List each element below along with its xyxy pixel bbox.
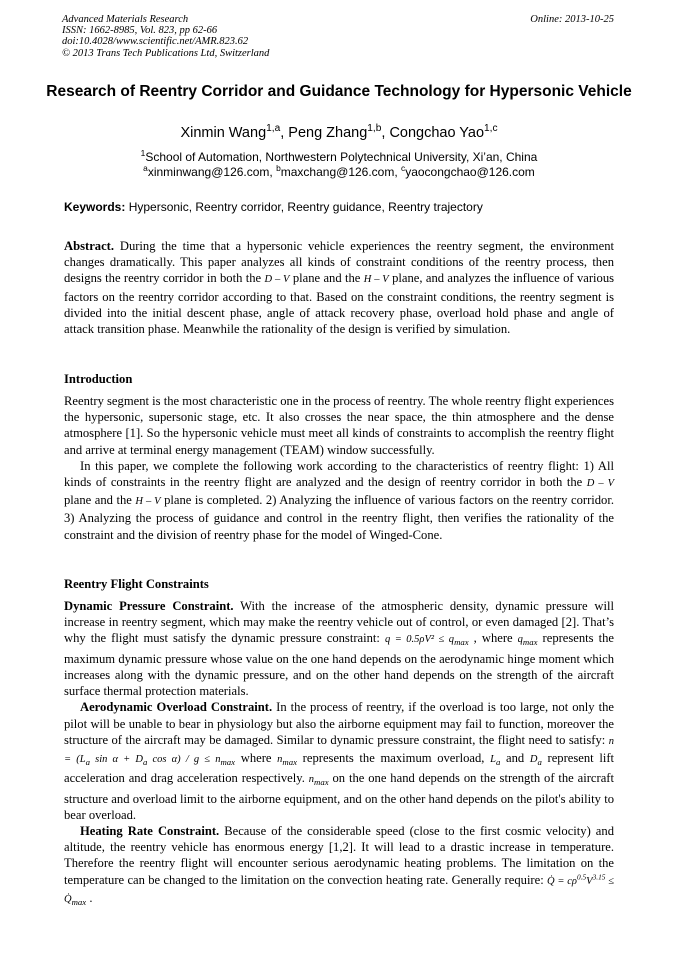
abstract-text: plane and the <box>289 271 364 286</box>
math-sub: a <box>143 757 148 768</box>
math-nmax <box>277 753 297 768</box>
heating-rate-label: Heating Rate Constraint. <box>80 823 220 838</box>
author-list <box>40 124 638 142</box>
paragraph-text: on the one hand depends on the strength of the aircraft structure and overload limit to the airborne equipment, and on the other hand depends on the pilot's ability to bear overload. <box>64 771 615 822</box>
email-link[interactable]: yaocongchao@126.com <box>405 165 535 179</box>
math-sub: max <box>71 896 87 907</box>
constraints-body <box>64 598 614 910</box>
math-hv: H – V <box>135 496 161 508</box>
intro-text: plane and the <box>64 493 136 508</box>
author-sup: 1,a <box>266 123 281 135</box>
math-nmax <box>308 774 329 788</box>
math-sub: a <box>85 757 90 768</box>
affiliation-text: School of Automation, Northwestern Polytechnical University, Xi’an, China <box>145 150 538 164</box>
affiliation-line <box>40 150 638 165</box>
abstract-text: plane, and analyzes the influence of various factors on the reentry corridor according to that. Based on the constraint conditions, the reentry segment is divided into the initial descent phase, angle of attack recovery phase, overload hold phase and angle of attack transition phase. Meanwhile the rationality of the design is verified by simulation. <box>64 271 615 337</box>
abstract <box>64 238 614 337</box>
author-name: Peng Zhang <box>288 125 368 141</box>
math-text: n = (L <box>64 735 614 765</box>
introduction-body <box>64 393 614 543</box>
math-text: ≤ Q̇ <box>64 875 614 905</box>
math-dv: D – V <box>264 274 290 286</box>
math-sub: max <box>522 637 538 648</box>
math-sup: 3.15 <box>592 872 606 882</box>
journal-name: Advanced Materials Research <box>62 14 189 25</box>
author-name: Congchao Yao <box>389 125 485 141</box>
math-qmax <box>517 634 538 648</box>
math-text: L <box>490 753 496 765</box>
aerodynamic-overload-paragraph <box>64 699 614 823</box>
email-sup: a <box>143 163 148 173</box>
math-text: Q̇ = cρ <box>547 875 577 887</box>
math-text: D <box>529 753 538 765</box>
online-date: Online: 2013-10-25 <box>530 14 614 25</box>
paragraph-text: represents the maximum overload, <box>297 750 491 765</box>
dynamic-pressure-paragraph <box>64 598 614 699</box>
abstract-text: During the time that a hypersonic vehicle experiences the reentry segment, the environment changes dramatically. This paper analyzes all kinds of constraint conditions of the reentry process, then designs the reentry corridor in both the <box>64 239 614 286</box>
email-sup: c <box>401 163 406 173</box>
issn-line: ISSN: 1662-8985, Vol. 823, pp 62-66 <box>62 25 218 37</box>
author-sup: 1,b <box>367 123 382 135</box>
abstract-label: Abstract. <box>64 239 115 253</box>
math-la <box>490 753 501 768</box>
paragraph-text: and <box>500 750 530 765</box>
math-dynamic-pressure <box>384 634 469 648</box>
paragraph-text: represents the maximum dynamic pressure whose value on the one hand depends on the aerodynamic hinge moment which increases along with the dynamic pressure, and on the other hand depends on the strength of the aircraft surface thermal protection materials. <box>64 631 615 699</box>
math-sub: max <box>282 757 297 768</box>
intro-paragraph-2 <box>64 458 614 543</box>
email-link[interactable]: maxchang@126.com, <box>280 165 402 179</box>
section-heading-constraints: Reentry Flight Constraints <box>64 577 209 591</box>
affiliation <box>40 150 638 180</box>
author-name: Xinmin Wang <box>180 125 267 141</box>
author-sup: 1,c <box>484 123 498 135</box>
math-text: cos α) / g ≤ n <box>147 753 221 765</box>
author-separator: , <box>381 125 390 141</box>
keywords-text: Hypersonic, Reentry corridor, Reentry guidance, Reentry trajectory <box>125 200 483 214</box>
aerodynamic-overload-label: Aerodynamic Overload Constraint. <box>80 700 273 715</box>
email-link[interactable]: xinminwang@126.com, <box>147 165 277 179</box>
paper-title: Research of Reentry Corridor and Guidance Technology for Hypersonic Vehicle <box>46 83 632 100</box>
intro-paragraph-1: Reentry segment is the most characteristic one in the process of reentry. The whole reentry flight experiences the hypersonic, supersonic stage, etc. It also crosses the near space, the thin atmosphere and the dense atmosphere [1]. So the hypersonic vehicle must meet all kinds of constraints to accomplish the reentry flight and arrive at terminal energy management (TEAM) window successfully. <box>64 394 614 457</box>
math-sub: a <box>537 757 542 768</box>
dynamic-pressure-label: Dynamic Pressure Constraint. <box>64 599 234 613</box>
math-sub: max <box>454 637 469 648</box>
math-da <box>529 753 542 768</box>
journal-header <box>62 14 269 59</box>
paragraph-text: , where <box>468 631 518 646</box>
intro-text: In this paper, we complete the following work according to the characteristics of reentry flight: 1) All kinds of constraints in the reentry flight are analyzed and the design of reentry corridor in both the <box>64 458 614 490</box>
affiliation-sup: 1 <box>140 148 146 158</box>
email-sup: b <box>276 163 281 173</box>
math-text: q <box>517 634 523 646</box>
math-sup: 0.5 <box>576 872 587 882</box>
paragraph-text: With the increase of the atmospheric density, dynamic pressure will increase in reentry segment, which may make the reentry vehicle out of control, or even damaged [2]. That’s why the flight must satisfy the dynamic pressure constraint: <box>64 599 614 646</box>
math-text: V <box>586 875 593 887</box>
math-text: q = 0.5ρV² ≤ q <box>384 634 455 646</box>
math-sub: max <box>314 777 329 788</box>
paragraph-text: In the process of reentry, if the overload is too large, not only the pilot will be unable to bear in physiology but also the airborne equipment may fail to function, moreover the structure of the aircraft may be damaged. Similar to dynamic pressure constraint, the flight need to satisfy: <box>64 700 614 747</box>
heating-rate-paragraph <box>64 823 614 910</box>
math-sub: a <box>495 757 501 768</box>
abstract-paragraph <box>64 238 614 337</box>
math-text: sin α + D <box>89 753 143 765</box>
copyright-line: © 2013 Trans Tech Publications Ltd, Switzerland <box>62 47 270 59</box>
keywords-label: Keywords: <box>64 200 126 214</box>
doi-line: doi:10.4028/www.scientific.net/AMR.823.62 <box>62 36 249 48</box>
math-text: n <box>308 774 315 786</box>
email-line <box>40 165 638 180</box>
math-text: n <box>277 753 283 765</box>
author-separator: , <box>280 125 289 141</box>
paragraph-text: Because of the considerable speed (close to the first cosmic velocity) and altitude, the reentry vehicle has enormous energy [1,2]. It will lead to a drastic increase in temperature. Therefore the reentry flight will encounter serious aerodynamic heating problems. The limitation on the temperature can be changed to the limitation on the convection heating rate. Generally require: <box>64 823 614 887</box>
math-hv: H – V <box>363 274 389 286</box>
math-dv: D – V <box>586 478 614 490</box>
paragraph-text: where <box>235 750 278 765</box>
paragraph-text: represent lift acceleration and drag acceleration respectively. <box>64 750 615 786</box>
section-heading-introduction: Introduction <box>64 372 133 386</box>
paragraph-text: . <box>86 890 93 905</box>
intro-text: plane is completed. 2) Analyzing the influence of various factors on the reentry corridor. 3) Analyzing the process of guidance and control in the reentry flight, then verifies the rationality of the constraint and the division of reentry phase for the model of Winged-Cone. <box>64 493 615 542</box>
keywords <box>64 200 483 215</box>
math-sub: max <box>220 757 236 768</box>
